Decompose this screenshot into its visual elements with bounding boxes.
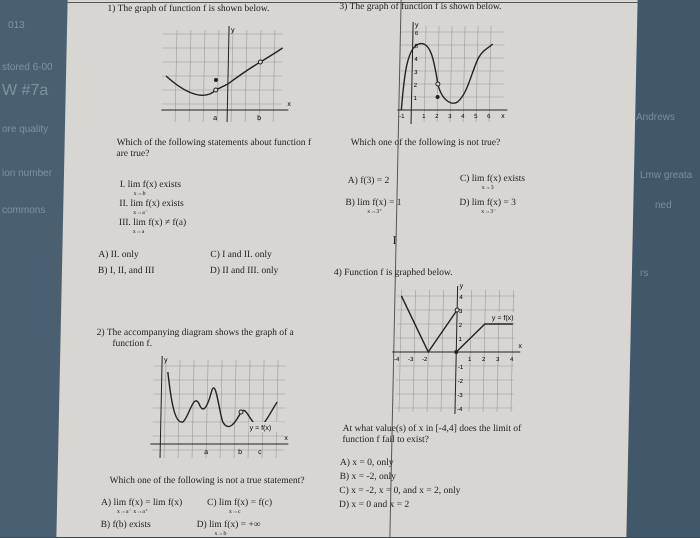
q3-xtick: 5	[474, 114, 478, 120]
background-label: rs	[640, 268, 649, 279]
q3-y-label: y	[415, 22, 419, 29]
q3-graph	[391, 18, 513, 128]
q2-b-label: b	[238, 449, 243, 456]
q3-ytick: 2	[413, 83, 418, 89]
q1-choice-a: A) II. only	[98, 250, 139, 260]
q4-fx-label: y = f(x)	[491, 315, 514, 322]
q2-choice-d: D) lim f(x) = +∞	[196, 520, 261, 530]
q4-xtick: 2	[482, 357, 486, 363]
q1-statement-3-sub: x→a	[132, 229, 145, 235]
q2-choice-c-sub: x→c	[228, 509, 241, 515]
q4-graph	[385, 280, 528, 418]
q1-choice-b: B) I, II, and III	[97, 266, 155, 276]
q1-b-label: b	[257, 115, 262, 122]
background-label: stored 6-00	[2, 62, 53, 73]
background-label: W #7a	[2, 82, 49, 99]
q3-choice-c: C) lim f(x) exists	[459, 174, 526, 184]
q3-prompt: Which one of the following is not true?	[350, 138, 501, 148]
q1-statement-2-sub: x→a⁻	[133, 210, 149, 216]
q4-choice-c: C) x = -2, x = 0, and x = 2, only	[339, 486, 461, 496]
background-label: ned	[655, 200, 672, 211]
q3-xtick: 3	[448, 114, 452, 120]
q3-ytick: 4	[414, 57, 418, 63]
background-label: ion number	[2, 168, 53, 179]
q1-curve	[166, 48, 283, 95]
q3-xtick: 4	[461, 114, 465, 120]
q4-ytick: -3	[457, 393, 463, 399]
q3-choice-d: D) lim f(x) = 3	[459, 198, 517, 208]
q1-statement-1-sub: x→b	[133, 191, 146, 197]
q4-ytick: 2	[458, 323, 463, 329]
q3-ytick: 5	[414, 44, 419, 50]
q2-y-label: y	[163, 357, 168, 364]
q2-x-label: x	[284, 435, 289, 442]
q4-choice-b: B) x = -2, only	[339, 472, 397, 482]
q4-ytick: 4	[459, 295, 463, 301]
q2-choice-a-sub: x→a⁻ x→a⁺	[116, 509, 149, 515]
q3-choice-b-sub: x→3⁺	[367, 209, 383, 215]
q1-statement-1: I. lim f(x) exists	[119, 180, 182, 190]
q2-choice-d-sub: x→b	[214, 531, 227, 537]
q4-prompt-line2: function f fail to exist?	[342, 435, 430, 445]
q2-a-label: a	[204, 449, 209, 456]
q3-choice-c-sub: x→3	[481, 185, 494, 191]
q3-curve-left	[401, 44, 438, 110]
q2-prompt: Which one of the following is not a true statement?	[109, 476, 305, 486]
q2-title-line2: function f.	[112, 339, 153, 349]
q2-c-label: c	[258, 449, 262, 456]
background-label: Andrews	[636, 112, 675, 123]
q1-a-label: a	[213, 115, 218, 122]
q1-choice-d: D) II and III. only	[209, 266, 279, 276]
q3-ytick: 6	[414, 31, 419, 37]
background-label: 013	[8, 20, 25, 31]
q3-xtick: -1	[399, 114, 405, 120]
q2-choice-a: A) lim f(x) = lim f(x)	[100, 498, 183, 508]
q3-choice-d-sub: x→3⁻	[481, 209, 497, 215]
q2-fx-label: y = f(x)	[249, 425, 272, 432]
q4-choice-d: D) x = 0 and x = 2	[338, 500, 410, 510]
q4-ytick: 3	[459, 309, 463, 315]
q3-choice-b: B) lim f(x) = 1	[345, 198, 402, 208]
text-cursor-icon: I	[392, 233, 397, 247]
q1-graph	[153, 22, 295, 130]
q1-statement-3: III. lim f(x) ≠ f(a)	[118, 218, 187, 228]
q3-ytick: 1	[413, 96, 417, 102]
q3-ytick: 3	[414, 70, 418, 76]
q1-x-label: x	[287, 101, 292, 108]
q4-xtick: -3	[408, 357, 414, 363]
q2-choice-b: B) f(b) exists	[100, 520, 151, 530]
q3-xtick: 1	[422, 114, 426, 120]
q4-prompt-line1: At what value(s) of x in [-4,4] does the limit of	[342, 424, 522, 434]
q4-xtick: 4	[510, 357, 514, 363]
q1-prompt-line2: are true?	[116, 149, 150, 159]
q4-xtick: -2	[422, 357, 428, 363]
q3-xtick: 2	[435, 114, 439, 120]
q1-y-label: y	[230, 27, 235, 34]
q3-title: 3) The graph of function f is shown below.	[339, 2, 502, 12]
q1-statement-2: II. lim f(x) exists	[119, 199, 184, 209]
background-label: commons	[2, 205, 46, 216]
q2-graph	[144, 352, 294, 462]
q4-ytick: -4	[456, 407, 463, 413]
background-label: ore quality	[2, 124, 49, 135]
q3-curve-right	[437, 44, 492, 103]
q4-choice-a: A) x = 0, only	[339, 458, 394, 468]
q4-y-label: y	[459, 283, 464, 290]
q2-title-line1: 2) The accompanying diagram shows the graph of a	[96, 328, 294, 338]
q4-title: 4) Function f is graphed below.	[333, 268, 453, 278]
q1-title: 1) The graph of function f is shown below.	[107, 4, 270, 14]
q3-xtick: 6	[487, 114, 491, 120]
q4-xtick: 1	[468, 357, 472, 363]
q1-choice-c: C) I and II. only	[210, 250, 272, 260]
q4-ytick: 1	[458, 337, 462, 343]
q4-ytick: -2	[457, 379, 464, 385]
q4-xtick: -4	[394, 357, 400, 363]
q2-choice-c: C) lim f(x) = f(c)	[206, 498, 273, 508]
q4-xtick: 3	[496, 357, 500, 363]
q4-ytick: -1	[457, 365, 464, 371]
q4-x-label: x	[518, 343, 522, 350]
q3-x-label: x	[501, 113, 505, 120]
worksheet-page	[56, 0, 637, 537]
background-label: Lmw greata	[640, 170, 693, 181]
q3-choice-a: A) f(3) = 2	[347, 176, 390, 186]
q1-prompt-line1: Which of the following statements about function f	[116, 138, 312, 148]
